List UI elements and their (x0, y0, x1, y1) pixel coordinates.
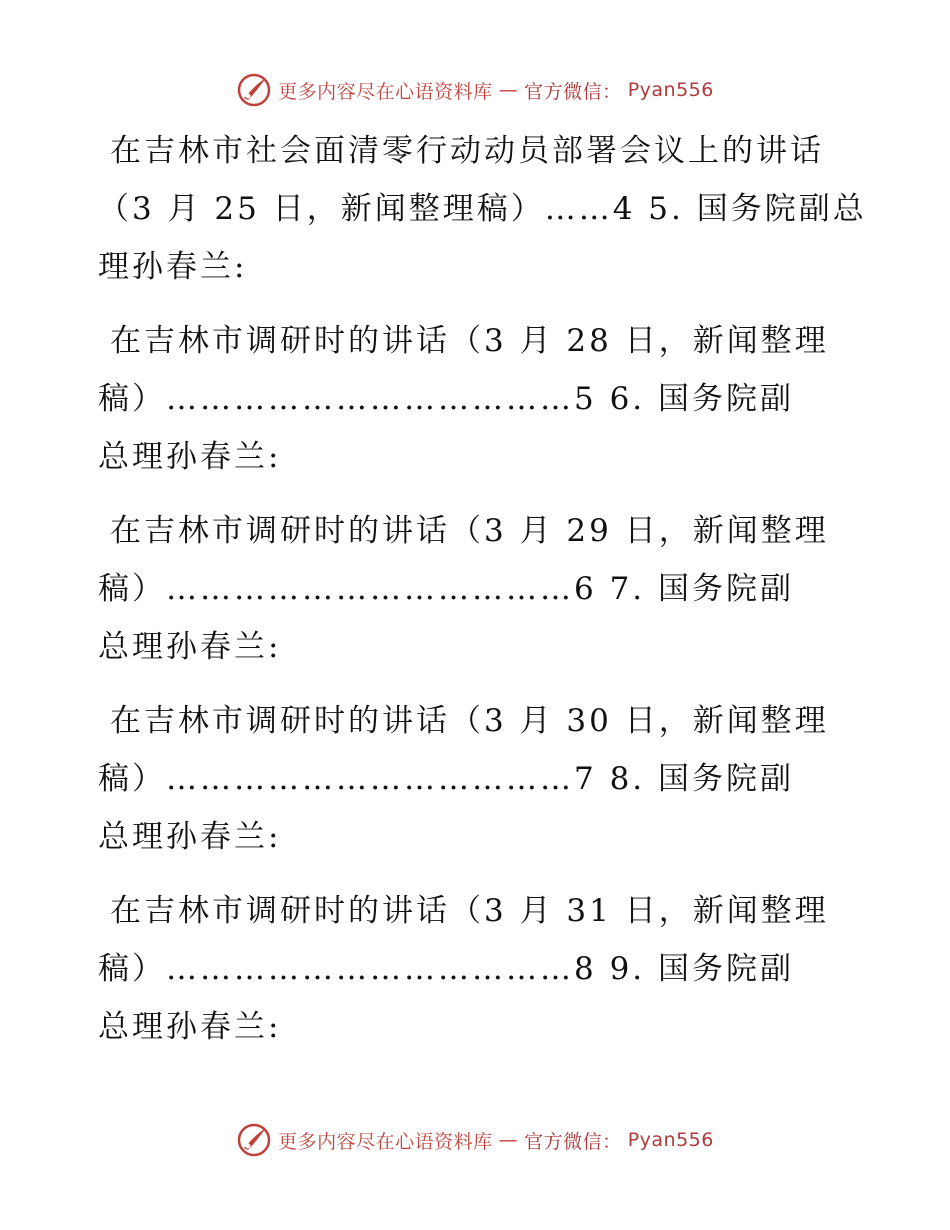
watermark-separator: — (498, 1129, 519, 1151)
header-watermark (0, 72, 950, 108)
toc-line: 稿）………………………………8 9. 国务院副 (98, 951, 795, 987)
footer-watermark (0, 1122, 950, 1158)
watermark-contact-value: Pyan556 (627, 79, 714, 101)
watermark-separator: — (498, 79, 519, 101)
watermark-contact-label: 官方微信： (524, 80, 622, 103)
toc-entry (98, 692, 843, 866)
quill-logo-icon (236, 72, 272, 108)
toc-line: 在吉林市调研时的讲话（3 月 29 日，新闻整理 (110, 513, 829, 549)
toc-entry (98, 122, 867, 296)
quill-logo-icon (236, 1122, 272, 1158)
toc-line: 稿）………………………………7 8. 国务院副 (98, 761, 795, 797)
toc-entry (98, 502, 843, 676)
toc-line: 在吉林市调研时的讲话（3 月 30 日，新闻整理 (110, 703, 829, 739)
toc-line: （3 月 25 日，新闻整理稿）……4 5. 国务院副总 (98, 191, 867, 227)
toc-line: 稿）………………………………6 7. 国务院副 (98, 571, 795, 607)
toc-line: 总理孙春兰: (98, 819, 282, 855)
toc-line: 稿）………………………………5 6. 国务院副 (98, 381, 795, 417)
toc-line: 在吉林市调研时的讲话（3 月 28 日，新闻整理 (110, 323, 829, 359)
toc-line: 在吉林市调研时的讲话（3 月 31 日，新闻整理 (110, 893, 829, 929)
toc-line: 总理孙春兰: (98, 1009, 282, 1045)
document-body (98, 122, 867, 1072)
toc-entry (98, 882, 843, 1056)
toc-entry (98, 312, 843, 486)
watermark-text: 更多内容尽在心语资料库 (278, 1130, 493, 1153)
toc-line: 在吉林市社会面清零行动动员部署会议上的讲话 (110, 133, 824, 169)
toc-line: 理孙春兰: (98, 249, 248, 285)
toc-line: 总理孙春兰: (98, 629, 282, 665)
watermark-text: 更多内容尽在心语资料库 (278, 80, 493, 103)
watermark-contact-label: 官方微信： (524, 1130, 622, 1153)
watermark-contact-value: Pyan556 (627, 1129, 714, 1151)
toc-line: 总理孙春兰: (98, 439, 282, 475)
